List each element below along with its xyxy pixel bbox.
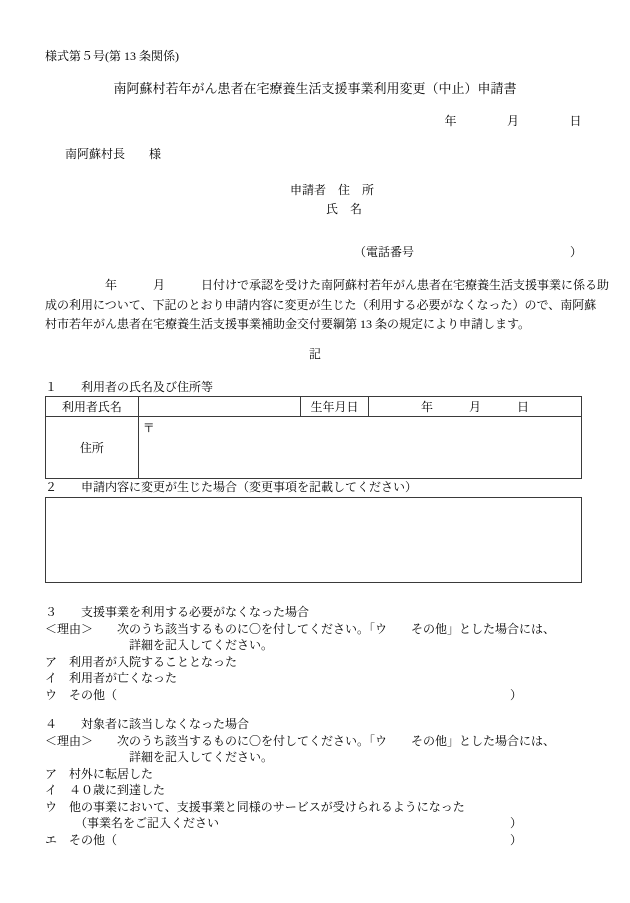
section3-option-a[interactable] (45, 654, 585, 671)
applicant-name-row (290, 200, 374, 219)
birthdate-label: 生年月日 (301, 397, 369, 417)
user-info-table (45, 396, 582, 479)
option-mark-u: ウ (45, 687, 58, 702)
section4-option-u[interactable] (45, 799, 585, 816)
body-paragraph (45, 276, 610, 335)
form-number: 様式第５号(第 13 条関係) (45, 49, 179, 63)
option-u-close-paren: ） (510, 687, 523, 702)
user-name-label: 利用者氏名 (46, 397, 139, 417)
table-row (46, 397, 582, 417)
postal-mark-icon: 〒 (142, 421, 155, 435)
option-text-i: ４０歳に到達した (57, 783, 166, 797)
option-mark-e: エ (45, 832, 58, 847)
addressee-line: 南阿蘇村長 様 (65, 147, 162, 161)
option-mark-i: イ (45, 783, 58, 797)
user-name-value[interactable] (138, 397, 300, 417)
section3-option-u[interactable] (45, 687, 585, 704)
section4-option-a[interactable] (45, 766, 585, 783)
option-text-a: 村外に転居した (57, 766, 154, 781)
option-text-u: その他（ (57, 687, 118, 702)
page-title: 南阿蘇村若年がん患者在宅療養生活支援事業利用変更（中止）申請書 (113, 81, 517, 96)
applicant-address-label: 住 所 (338, 183, 375, 197)
section2-heading: ２ 申請内容に変更が生じた場合（変更事項を記載してください） (45, 480, 418, 494)
option-text-u: 他の事業において、支援事業と同様のサービスが受けられるようになった (57, 799, 465, 814)
phone-number-line: （電話番号 ） (353, 245, 582, 259)
option-text-i: 利用者が亡くなった (57, 671, 178, 685)
option-text-a: 利用者が入院することとなった (57, 654, 238, 669)
option-mark-a: ア (45, 766, 58, 781)
section3-reason-continuation: 詳細を記入してください。 (45, 638, 274, 652)
section4-option-e[interactable] (45, 832, 585, 849)
section4-block (45, 716, 585, 848)
section4-reason-label: ＜理由＞ 次のうち該当するものに〇を付してください。「ウ その他」とした場合には、 (45, 733, 556, 748)
section3-block (45, 604, 585, 703)
option-mark-u: ウ (45, 799, 58, 814)
section3-option-i[interactable] (45, 670, 585, 687)
body-line-2: 成の利用について、下記のとおり申請内容に変更が生じた（利用する必要がなくなった）ので、南阿蘇 (45, 297, 597, 312)
section3-reason-label: ＜理由＞ 次のうち該当するものに〇を付してください。「ウ その他」とした場合には、 (45, 621, 556, 636)
option-mark-i: イ (45, 671, 58, 685)
applicant-name-label: 氏 名 (326, 202, 363, 216)
applicant-block (290, 181, 374, 219)
option-mark-a: ア (45, 654, 58, 669)
section1-heading: １ 利用者の氏名及び住所等 (45, 380, 214, 394)
business-name-note-text: （事業名をご記入ください (45, 816, 220, 830)
section3-heading: ３ 支援事業を利用する必要がなくなった場合 (45, 605, 310, 619)
address-label: 住所 (46, 417, 139, 479)
date-line: 年 月 日 (444, 114, 582, 128)
section4-heading: ４ 対象者に該当しなくなった場合 (45, 717, 250, 731)
option-e-close-paren: ） (510, 832, 523, 847)
option-text-e: その他（ (57, 832, 118, 847)
business-name-close-paren: ） (510, 816, 523, 830)
section4-reason-continuation: 詳細を記入してください。 (45, 750, 274, 764)
body-line-1: 年 月 日付けで承認を受けた南阿蘇村若年がん患者在宅療養生活支援事業に係る助 (45, 278, 610, 292)
applicant-label: 申請者 (290, 183, 327, 197)
section4-option-i[interactable] (45, 782, 585, 799)
body-line-3: 村市若年がん患者在宅療養生活支援事業補助金交付要綱第 13 条の規定により申請します。 (45, 317, 531, 331)
birthdate-value[interactable]: 年 月 日 (368, 397, 581, 417)
address-value-cell[interactable] (138, 417, 581, 479)
applicant-address-row (290, 181, 374, 200)
section4-business-name-note[interactable] (45, 815, 585, 832)
ki-mark: 記 (308, 347, 321, 361)
change-details-textarea[interactable] (45, 497, 582, 583)
table-row (46, 417, 582, 479)
